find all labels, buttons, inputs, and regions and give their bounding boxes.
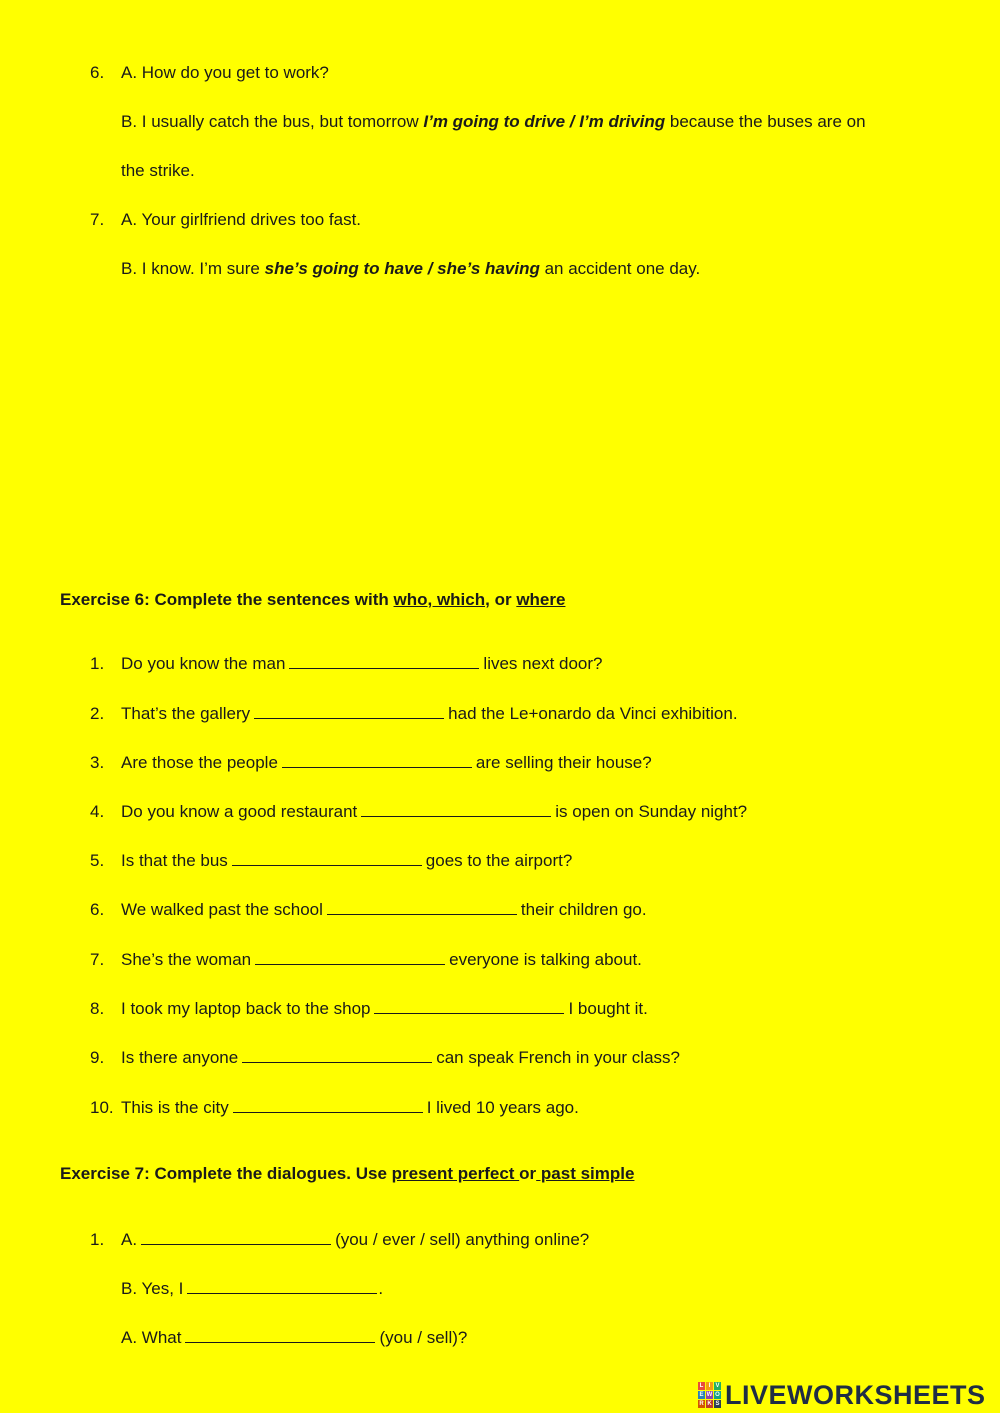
dialogue-line-b-start: B. Yes, I bbox=[121, 1279, 184, 1298]
dialogue-line-a2-end: (you / sell)? bbox=[379, 1328, 468, 1347]
item-number: 8. bbox=[90, 999, 105, 1018]
dialogue-line-b-end: an accident one day. bbox=[539, 259, 701, 278]
logo-mark-cell: W bbox=[706, 1392, 713, 1398]
answer-blank[interactable] bbox=[233, 1097, 423, 1113]
item-number: 4. bbox=[90, 802, 105, 821]
sentence-end: everyone is talking about. bbox=[449, 950, 642, 969]
answer-blank[interactable] bbox=[187, 1278, 377, 1294]
dialogue-line-a: A. Your girlfriend drives too fast. bbox=[121, 210, 362, 229]
sentence-end: lives next door? bbox=[483, 654, 603, 673]
answer-options[interactable]: she’s going to have / she’s having bbox=[264, 259, 540, 278]
heading-text: Exercise 6: Complete the sentences with bbox=[60, 590, 394, 609]
dialogue-line-b-end: . bbox=[378, 1279, 384, 1298]
dialogue-line-b-start: B. I usually catch the bus, but tomorrow bbox=[121, 112, 424, 131]
item-number: 10. bbox=[90, 1098, 114, 1117]
ex5-item-6-b-cont: the strike. bbox=[121, 161, 195, 180]
answer-blank[interactable] bbox=[289, 653, 479, 669]
dialogue-line-b-start: B. I know. I’m sure bbox=[121, 259, 265, 278]
heading-keyword-present-perfect: present perfect bbox=[391, 1164, 520, 1183]
logo-mark-cell: O bbox=[715, 1392, 720, 1398]
sentence-end: goes to the airport? bbox=[425, 851, 573, 870]
exercise-7-heading bbox=[60, 1163, 634, 1185]
exercise-6-heading bbox=[60, 589, 565, 611]
answer-blank[interactable] bbox=[232, 850, 422, 866]
logo-mark-cell: R bbox=[699, 1401, 704, 1407]
heading-keyword-past-simple: past simple bbox=[536, 1164, 635, 1183]
heading-text: Exercise 7: Complete the dialogues. Use bbox=[60, 1164, 392, 1183]
logo-mark-cell: I bbox=[706, 1382, 713, 1390]
dialogue-line-a-start: A. bbox=[121, 1230, 138, 1249]
item-number: 7. bbox=[90, 210, 105, 229]
sentence-start: That’s the gallery bbox=[121, 704, 251, 723]
sentence-start: She’s the woman bbox=[121, 950, 252, 969]
answer-blank[interactable] bbox=[185, 1327, 375, 1343]
sentence-end: their children go. bbox=[520, 900, 647, 919]
logo-mark-cell: V bbox=[715, 1383, 720, 1389]
item-number: 3. bbox=[90, 753, 105, 772]
sentence-start: I took my laptop back to the shop bbox=[121, 999, 371, 1018]
logo-mark-cell: E bbox=[699, 1392, 704, 1398]
answer-blank[interactable] bbox=[361, 801, 551, 817]
liveworksheets-logo[interactable] bbox=[698, 1378, 986, 1412]
ex5-item-6-b bbox=[121, 111, 866, 133]
dialogue-line-a2-start: A. What bbox=[121, 1328, 182, 1347]
sentence-start: Are those the people bbox=[121, 753, 278, 772]
sentence-start: We walked past the school bbox=[121, 900, 323, 919]
sentence-end: is open on Sunday night? bbox=[555, 802, 748, 821]
sentence-end: can speak French in your class? bbox=[436, 1048, 680, 1067]
answer-blank[interactable] bbox=[242, 1047, 432, 1063]
item-number: 2. bbox=[90, 704, 105, 723]
item-number: 6. bbox=[90, 63, 105, 82]
liveworksheets-logo-mark-icon bbox=[698, 1382, 721, 1408]
item-number: 9. bbox=[90, 1048, 105, 1067]
ex5-item-7-b bbox=[121, 258, 700, 280]
answer-blank[interactable] bbox=[327, 899, 517, 915]
sentence-start: Do you know the man bbox=[121, 654, 286, 673]
heading-text-or: or bbox=[519, 1164, 537, 1183]
ex7-item-1-a2 bbox=[121, 1327, 467, 1349]
sentence-start: This is the city bbox=[121, 1098, 229, 1117]
sentence-start: Is there anyone bbox=[121, 1048, 239, 1067]
item-number: 1. bbox=[90, 1230, 105, 1249]
sentence-end: are selling their house? bbox=[475, 753, 652, 772]
sentence-end: had the Le+onardo da Vinci exhibition. bbox=[448, 704, 738, 723]
dialogue-line-b-end: because the buses are on bbox=[665, 112, 866, 131]
heading-text-or: or bbox=[489, 590, 517, 609]
logo-mark-cell: L bbox=[699, 1383, 704, 1389]
dialogue-line-a: A. How do you get to work? bbox=[121, 63, 329, 82]
sentence-start: Do you know a good restaurant bbox=[121, 802, 358, 821]
logo-text: LIVEWORKSHEETS bbox=[725, 1379, 986, 1410]
sentence-start: Is that the bus bbox=[121, 851, 228, 870]
answer-blank[interactable] bbox=[141, 1229, 331, 1245]
sentence-end: I bought it. bbox=[568, 999, 648, 1018]
answer-blank[interactable] bbox=[282, 752, 472, 768]
item-number: 7. bbox=[90, 950, 105, 969]
answer-blank[interactable] bbox=[255, 949, 445, 965]
answer-blank[interactable] bbox=[374, 998, 564, 1014]
item-number: 1. bbox=[90, 654, 105, 673]
answer-options[interactable]: I’m going to drive / I’m driving bbox=[423, 112, 666, 131]
ex7-item-1-b bbox=[121, 1278, 383, 1300]
logo-mark-cell: K bbox=[707, 1401, 712, 1407]
item-number: 6. bbox=[90, 900, 105, 919]
item-number: 5. bbox=[90, 851, 105, 870]
sentence-end: I lived 10 years ago. bbox=[426, 1098, 579, 1117]
heading-keyword-where: where bbox=[516, 590, 566, 609]
logo-mark-cell: S bbox=[715, 1401, 720, 1407]
dialogue-line-a-end: (you / ever / sell) anything online? bbox=[335, 1230, 590, 1249]
heading-keyword-who-which: who, which, bbox=[393, 590, 490, 609]
answer-blank[interactable] bbox=[254, 703, 444, 719]
